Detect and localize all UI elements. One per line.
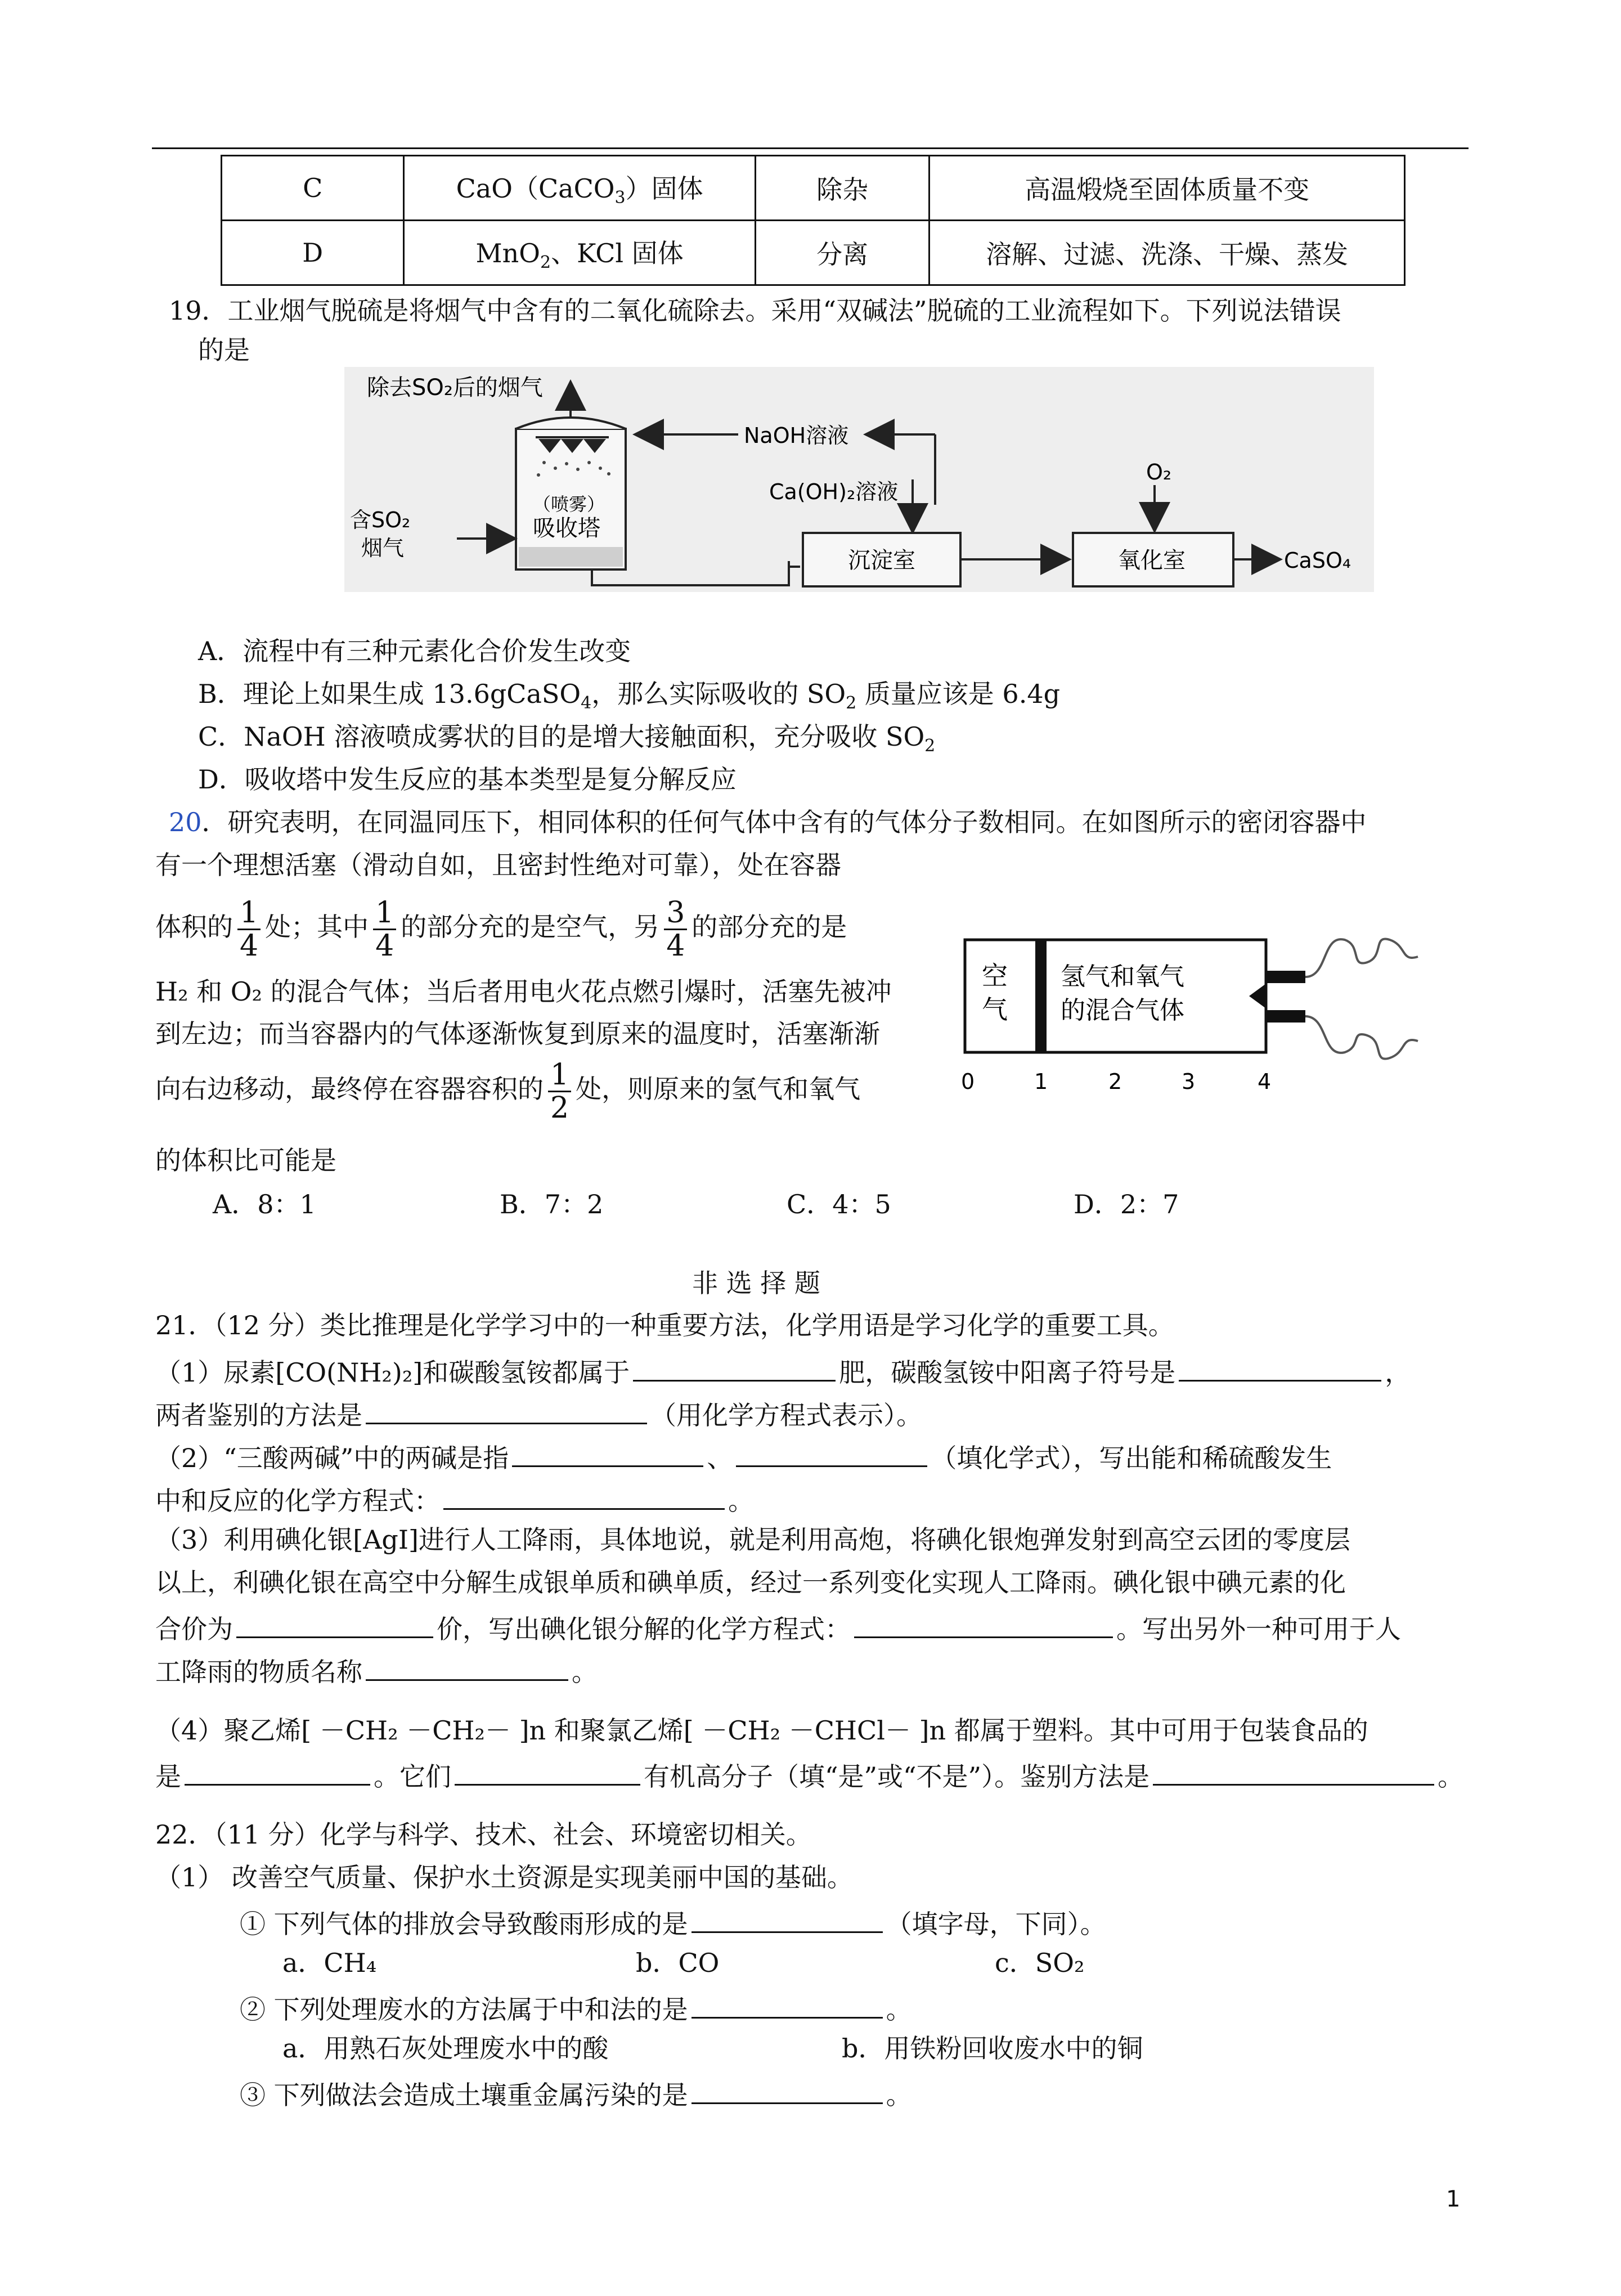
process-flow-svg [344, 367, 1374, 592]
q19-option-d: D．吸收塔中发生反应的基本类型是复分解反应 [198, 764, 737, 795]
page-number: 1 [1446, 2186, 1461, 2212]
header-rule [152, 147, 1469, 149]
q22-s1: ① 下列气体的排放会导致酸雨形成的是 （填字母，下同）。 [240, 1903, 1106, 1941]
label-air-2: 气 [982, 994, 1008, 1025]
q21-stem: 21．（12 分）类比推理是化学学习中的一种重要方法，化学用语是学习化学的重要工具。 [155, 1310, 1174, 1340]
answer-blank[interactable] [633, 1352, 836, 1382]
answer-blank[interactable] [366, 1651, 568, 1681]
section-title: 非 选 择 题 [692, 1268, 820, 1298]
fraction: $\frac{1}{4}$ [373, 897, 396, 962]
q21-p1-line1: （1）尿素[CO(NH₂)₂]和碳酸氢铵都属于 肥，碳酸氢铵中阳离子符号是 ， [155, 1352, 1411, 1389]
label-mixture-2: 的混合气体 [1061, 996, 1184, 1025]
q21-p3-line4: 工降雨的物质名称 。 [155, 1651, 598, 1689]
table-row [222, 221, 1405, 285]
q19-stem-line2: 的是 [198, 335, 250, 365]
q19-option-a: A．流程中有三种元素化合价发生改变 [198, 636, 631, 666]
label-naoh: NaOH溶液 [744, 423, 849, 448]
label-oxidation-room: 氧化室 [1118, 548, 1186, 573]
table-cell-method: 高温煅烧至固体质量不变 [930, 156, 1405, 221]
q19-option-b: B．理论上如果生成 13.6gCaSO$_4$，那么实际吸收的 $SO_2$ 质量应该是 6.4g [198, 679, 1061, 714]
q19-option-c: C．NaOH 溶液喷成雾状的目的是增大接触面积，充分吸收 $SO_2$ [198, 721, 936, 756]
q20-line1: 20．研究表明，在同温同压下，相同体积的任何气体中含有的气体分子数相同。在如图所示的密闭容器中 [169, 807, 1367, 837]
q20-line2: 有一个理想活塞（滑动自如，且密封性绝对可靠），处在容器 [155, 850, 841, 880]
label-settling-room: 沉淀室 [848, 548, 915, 573]
answer-blank[interactable] [512, 1437, 703, 1467]
desulfurization-diagram [344, 367, 1374, 592]
label-inlet-1: 含SO₂ [350, 508, 411, 532]
q22-s2-opt-a: a．用熟石灰处理废水中的酸 [282, 2033, 609, 2064]
answer-blank[interactable] [1153, 1756, 1434, 1786]
label-tower: 吸收塔 [533, 515, 600, 541]
table-cell-method: 溶解、过滤、洗涤、干燥、蒸发 [930, 221, 1405, 285]
q21-p3-line1: （3）利用碘化银[AgI]进行人工降雨，具体地说，就是利用高炮，将碘化银炮弹发射到高空云团的零度层 [155, 1524, 1350, 1555]
options-table [221, 155, 1406, 286]
piston-container-diagram [957, 923, 1424, 1109]
q21-p2-line1: （2）“三酸两碱”中的两碱是指 、 （填化学式），写出能和稀硫酸发生 [155, 1437, 1332, 1475]
fraction: $\frac{1}{2}$ [548, 1059, 571, 1124]
table-cell-purpose: 除杂 [755, 156, 930, 221]
label-air-1: 空 [982, 961, 1008, 991]
q21-p2-line2: 中和反应的化学方程式： 。 [155, 1480, 754, 1518]
fraction: $\frac{1}{4}$ [237, 897, 261, 962]
label-o2: O₂ [1146, 460, 1172, 485]
label-exhaust: 除去SO₂后的烟气 [367, 375, 543, 401]
q20-option-c: C．4：5 [787, 1189, 891, 1219]
answer-blank[interactable] [691, 1903, 883, 1933]
q20-line5: 到左边；而当容器内的气体逐渐恢复到原来的温度时，活塞渐渐 [155, 1019, 880, 1049]
piston [1035, 940, 1047, 1052]
q21-p4-line1: （4）聚乙烯[ －CH₂ －CH₂－ ]n 和聚氯乙烯[ －CH₂ －CHCl－ ]n 都属于塑料。其中可用于包装食品的 [155, 1715, 1368, 1746]
answer-blank[interactable] [366, 1394, 647, 1424]
label-mixture-1: 氢气和氧气 [1061, 962, 1184, 991]
q22-s1-opt-a: a．CH₄ [282, 1948, 377, 1978]
q20-line7: 的体积比可能是 [155, 1145, 336, 1176]
table-row [222, 156, 1405, 221]
q21-p3-line2: 以上，利碘化银在高空中分解生成银单质和碘单质，经过一系列变化实现人工降雨。碘化银中碘元素的化 [155, 1567, 1346, 1598]
label-inlet-2: 烟气 [361, 536, 405, 560]
q22-s1-opt-c: c．SO₂ [995, 1948, 1085, 1978]
q20-line4: H₂ 和 O₂ 的混合气体；当后者用电火花点燃引爆时，活塞先被冲 [155, 976, 892, 1007]
table-cell-substance: CaO（CaCO$_3$）固体 [404, 156, 755, 221]
tick-label: 4 [1258, 1069, 1272, 1094]
q20-line3: 体积的 $\frac{1}{4}$ 处；其中 $\frac{1}{4}$ 的部分充的是空气，另 $\frac{3}{4}$ 的部分充的是 [155, 895, 847, 963]
label-product: CaSO₄ [1284, 548, 1351, 573]
tick-label: 1 [1034, 1069, 1048, 1094]
tick-label: 0 [961, 1069, 975, 1094]
tick-label: 3 [1182, 1069, 1196, 1094]
answer-blank[interactable] [236, 1608, 433, 1638]
table-cell-id: C [222, 156, 404, 221]
answer-blank[interactable] [854, 1608, 1113, 1638]
answer-blank[interactable] [185, 1756, 370, 1786]
q21-p4-line2: 是 。它们 有机高分子（填“是”或“不是”）。鉴别方法是 。 [155, 1756, 1463, 1793]
answer-blank[interactable] [691, 1989, 883, 2019]
answer-blank[interactable] [443, 1480, 725, 1510]
answer-blank[interactable] [691, 2074, 883, 2104]
q20-option-a: A．8：1 [213, 1189, 316, 1219]
answer-blank[interactable] [1179, 1352, 1381, 1382]
label-caoh2: Ca(OH)₂溶液 [769, 479, 899, 504]
answer-blank[interactable] [736, 1437, 927, 1467]
fraction: $\frac{3}{4}$ [664, 897, 687, 962]
q20-line6: 向右边移动，最终停在容器容积的 $\frac{1}{2}$ 处，则原来的氢气和氧气 [155, 1057, 861, 1125]
piston-svg [957, 923, 1424, 1109]
q19-stem-line1: 19．工业烟气脱硫是将烟气中含有的二氧化硫除去。采用“双碱法”脱硫的工业流程如下。下列说法错误 [169, 295, 1341, 326]
q21-p1-line2: 两者鉴别的方法是 （用化学方程式表示）。 [155, 1394, 922, 1432]
q22-p1: （1） 改善空气质量、保护水土资源是实现美丽中国的基础。 [155, 1862, 853, 1893]
q22-s3: ③ 下列做法会造成土壤重金属污染的是 。 [240, 2074, 912, 2112]
answer-blank[interactable] [455, 1756, 640, 1786]
table-cell-substance: MnO$_2$、KCl 固体 [404, 221, 755, 285]
q22-stem: 22．（11 分）化学与科学、技术、社会、环境密切相关。 [155, 1819, 812, 1850]
q20-option-d: D．2：7 [1074, 1189, 1179, 1219]
q22-s2: ② 下列处理废水的方法属于中和法的是 。 [240, 1989, 912, 2026]
tick-label: 2 [1108, 1069, 1122, 1094]
q22-s1-opt-b: b．CO [636, 1948, 720, 1978]
table-cell-id: D [222, 221, 404, 285]
table-cell-purpose: 分离 [755, 221, 930, 285]
q22-s2-opt-b: b．用铁粉回收废水中的铜 [842, 2033, 1143, 2064]
q21-p3-line3: 合价为 价，写出碘化银分解的化学方程式： 。写出另外一种可用于人 [155, 1608, 1401, 1646]
q20-option-b: B．7：2 [500, 1189, 604, 1219]
label-spray: （喷雾） [533, 494, 605, 515]
